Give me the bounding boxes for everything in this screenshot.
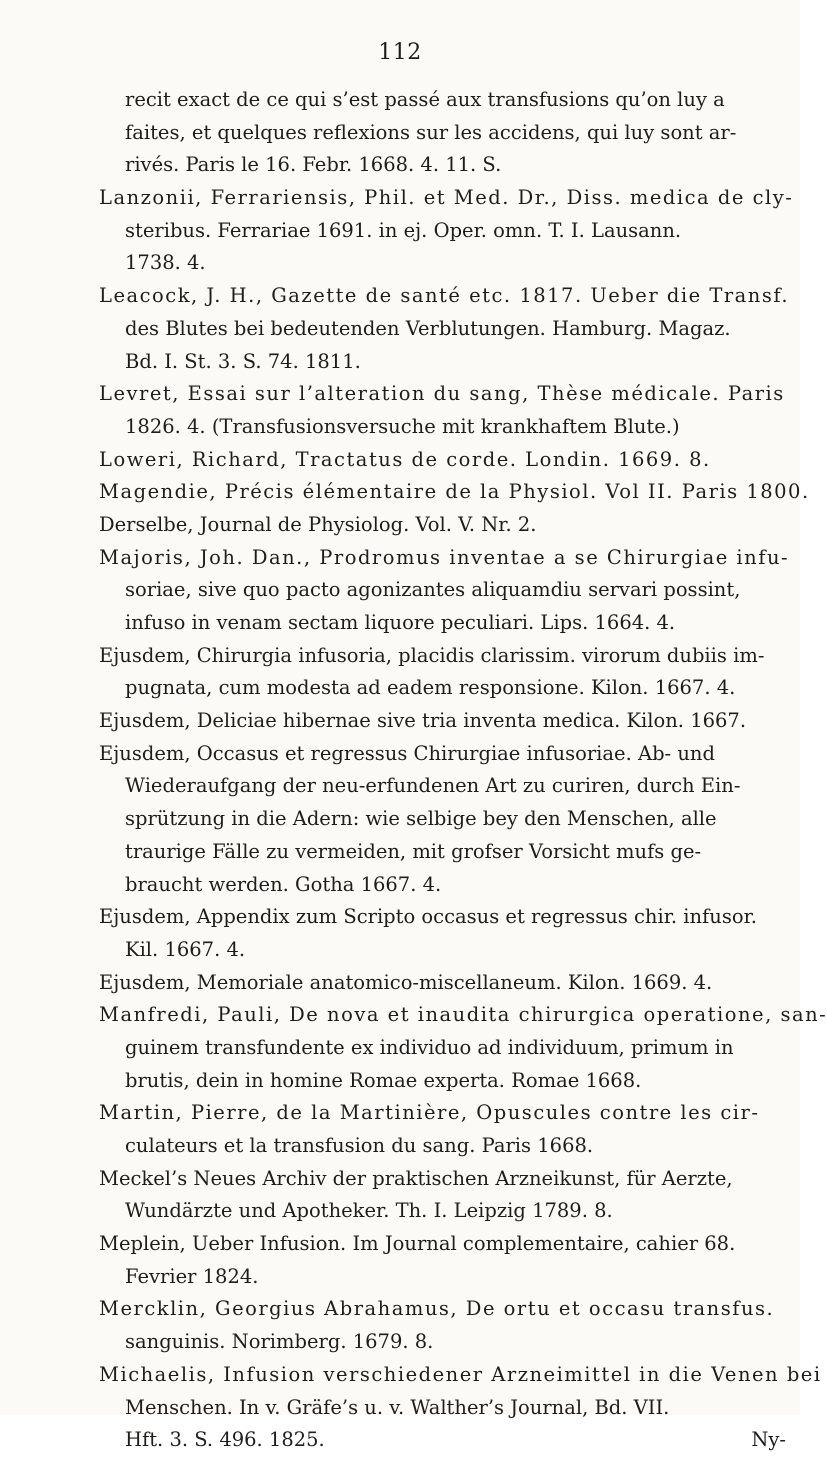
text-line: rivés. Paris le 16. Febr. 1668. 4. 11. S.	[125, 153, 502, 177]
text-line: soriae, sive quo pacto agonizantes aliquamdiu servari possint,	[125, 578, 741, 602]
bibliography-entry-line: Majoris, Joh. Dan., Prodromus inventae a se Chirurgiae infu-	[99, 545, 790, 569]
text-line: Fevrier 1824.	[125, 1264, 259, 1288]
text-line: traurige Fälle zu vermeiden, mit grofser Vorsicht mufs ge-	[125, 839, 702, 863]
text-line: Hft. 3. S. 496. 1825.	[125, 1428, 325, 1452]
bibliography-entry-line: Mercklin, Georgius Abrahamus, De ortu et occasu transfus.	[99, 1297, 775, 1321]
text-line: braucht werden. Gotha 1667. 4.	[125, 872, 442, 896]
bibliography-entry-line: Meckel’s Neues Archiv der praktischen Arzneikunst, für Aerzte,	[99, 1166, 733, 1190]
bibliography-entry-line: Levret, Essai sur l’alteration du sang, Thèse médicale. Paris	[99, 382, 785, 406]
text-line: Menschen. In v. Gräfe’s u. v. Walther’s Journal, Bd. VII.	[125, 1395, 670, 1419]
bibliography-entry-line: Ejusdem, Memoriale anatomico-miscellaneum. Kilon. 1669. 4.	[99, 970, 713, 994]
bibliography-entry-line: Ejusdem, Occasus et regressus Chirurgiae infusoriae. Ab- und	[99, 741, 715, 765]
text-line: recit exact de ce qui s’est passé aux transfusions qu’on luy a	[125, 88, 725, 111]
text-line: culateurs et la transfusion du sang. Paris 1668.	[125, 1134, 594, 1157]
bibliography-entry-line: Ejusdem, Appendix zum Scripto occasus et regressus chir. infusor.	[99, 905, 757, 929]
bibliography-entry-line: Magendie, Précis élémentaire de la Physiol. Vol II. Paris 1800.	[99, 480, 810, 504]
text-line: Kil. 1667. 4.	[125, 937, 246, 961]
bibliography-entry-line: Lanzonii, Ferrariensis, Phil. et Med. Dr., Diss. medica de cly-	[99, 186, 794, 210]
catchword: Ny-	[751, 1428, 786, 1452]
text-line: brutis, dein in homine Romae experta. Romae 1668.	[125, 1068, 642, 1092]
text-line: pugnata, cum modesta ad eadem responsione. Kilon. 1667. 4.	[125, 676, 736, 700]
text-line: Wiederaufgang der neu-erfundenen Art zu curiren, durch Ein-	[125, 774, 741, 798]
text-line: des Blutes bei bedeutenden Verblutungen. Hamburg. Magaz.	[125, 316, 731, 340]
bibliography-list	[99, 84, 827, 1457]
bibliography-entry-line: Loweri, Richard, Tractatus de corde. Londin. 1669. 8.	[99, 447, 711, 471]
text-line: Wundärzte und Apotheker. Th. I. Leipzig 1789. 8.	[125, 1199, 613, 1223]
text-line: sprützung in die Adern: wie selbige bey den Menschen, alle	[125, 807, 717, 831]
text-line: infuso in venam sectam liquore peculiari. Lips. 1664. 4.	[125, 611, 676, 634]
bibliography-entry-line: Meplein, Ueber Infusion. Im Journal complementaire, cahier 68.	[99, 1232, 736, 1256]
text-line: guinem transfundente ex individuo ad individuum, primum in	[125, 1035, 734, 1059]
bibliography-entry-line: Ejusdem, Deliciae hibernae sive tria inventa medica. Kilon. 1667.	[99, 709, 747, 733]
text-line: Bd. I. St. 3. S. 74. 1811.	[125, 349, 361, 373]
bibliography-entry-line: Michaelis, Infusion verschiedener Arzneimittel in die Venen bei	[99, 1362, 822, 1386]
text-line: sanguinis. Norimberg. 1679. 8.	[125, 1330, 434, 1354]
bibliography-entry-line: Ejusdem, Chirurgia infusoria, placidis clarissim. virorum dubiis im-	[99, 643, 765, 667]
text-line: 1738. 4.	[125, 251, 206, 275]
bibliography-entry-line: Leacock, J. H., Gazette de santé etc. 1817. Ueber die Transf.	[99, 284, 790, 308]
page-number: 112	[378, 40, 422, 65]
text-line: faites, et quelques reflexions sur les accidens, qui luy sont ar-	[125, 120, 737, 144]
last-line-row	[99, 1424, 789, 1457]
text-line: steribus. Ferrariae 1691. in ej. Oper. omn. T. I. Lausann.	[125, 218, 682, 242]
bibliography-entry-line: Manfredi, Pauli, De nova et inaudita chirurgica operatione, san-	[99, 1003, 827, 1027]
bibliography-entry-line: Derselbe, Journal de Physiolog. Vol. V. Nr. 2.	[99, 512, 537, 536]
bibliography-entry-line: Martin, Pierre, de la Martinière, Opuscules contre les cir-	[99, 1101, 760, 1125]
text-line: 1826. 4. (Transfusionsversuche mit krankhaftem Blute.)	[125, 414, 680, 438]
